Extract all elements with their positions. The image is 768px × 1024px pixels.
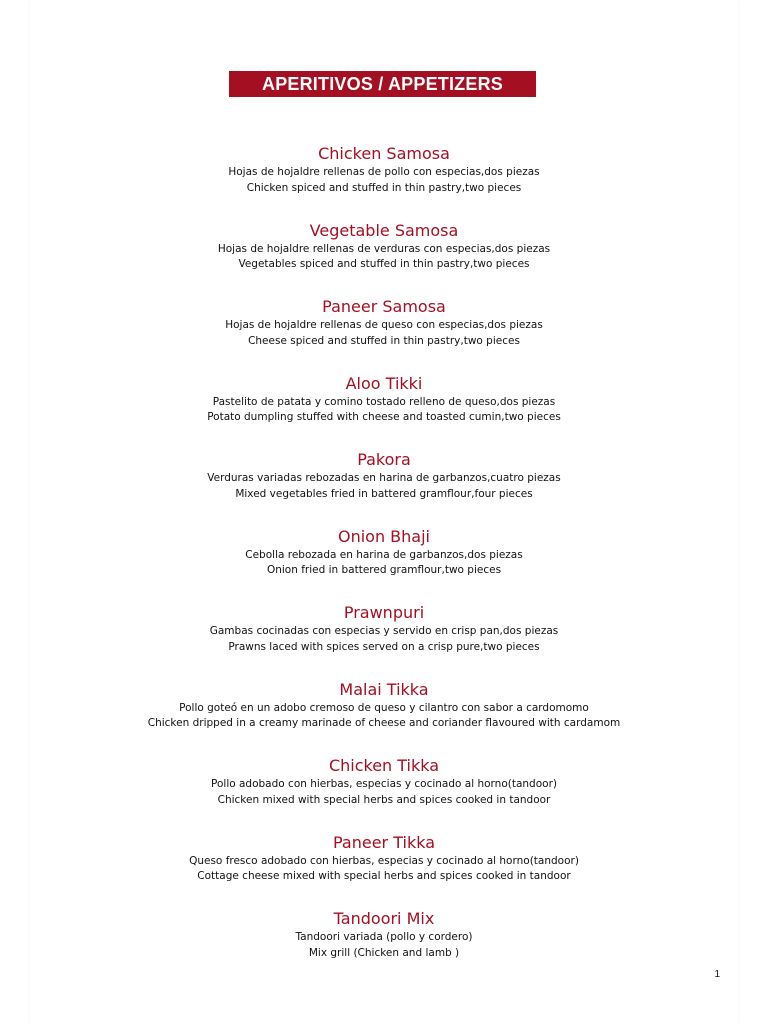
item-desc-es: Hojas de hojaldre rellenas de pollo con especias,dos piezas bbox=[228, 166, 540, 178]
item-desc-en: Onion fried in battered gramflour,two pieces bbox=[266, 564, 502, 576]
menu-item-paneer-samosa bbox=[0, 296, 768, 349]
menu-item-onion-bhaji bbox=[0, 526, 768, 579]
item-desc-en: Vegetables spiced and stuffed in thin pastry,two pieces bbox=[238, 258, 530, 270]
item-name: Onion Bhaji bbox=[337, 526, 430, 546]
item-name: Pakora bbox=[357, 450, 411, 469]
item-desc-en: Mixed vegetables fried in battered gramflour,four pieces bbox=[235, 487, 533, 500]
menu-item-prawnpuri bbox=[0, 602, 768, 655]
item-name: Chicken Samosa bbox=[318, 144, 450, 163]
menu-item-malai-tikka bbox=[0, 679, 768, 732]
item-name: Aloo Tikki bbox=[345, 373, 423, 393]
item-desc-en: Prawns laced with spices served on a crisp pure,two pieces bbox=[228, 640, 540, 653]
item-desc-en: Chicken mixed with special herbs and spices cooked in tandoor bbox=[217, 793, 551, 806]
item-desc-en: Cottage cheese mixed with special herbs and spices cooked in tandoor bbox=[197, 870, 571, 882]
menu-item-chicken-samosa bbox=[0, 143, 768, 196]
item-desc-es: Hojas de hojaldre rellenas de queso con especias,dos piezas bbox=[225, 319, 543, 331]
item-desc-en: Mix grill (Chicken and lamb ) bbox=[308, 946, 460, 959]
item-name: Paneer Samosa bbox=[322, 297, 446, 316]
item-desc-es: Pollo goteó en un adobo cremoso de queso y cilantro con sabor a cardomomo bbox=[179, 701, 589, 714]
item-desc-en: Chicken spiced and stuffed in thin pastry,two pieces bbox=[246, 181, 522, 194]
item-desc-es: Queso fresco adobado con hierbas, especias y cocinado al horno(tandoor) bbox=[189, 854, 579, 867]
item-name: Vegetable Samosa bbox=[309, 220, 459, 240]
item-name: Chicken Tikka bbox=[328, 756, 440, 775]
menu-item-paneer-tikka bbox=[0, 832, 768, 885]
item-desc-es: Pollo adobado con hierbas, especias y cocinado al horno(tandoor) bbox=[211, 778, 557, 790]
menu-item-chicken-tikka bbox=[0, 755, 768, 808]
item-name: Paneer Tikka bbox=[332, 832, 435, 852]
item-desc-es: Gambas cocinadas con especias y servido en crisp pan,dos piezas bbox=[209, 625, 559, 637]
menu-item-vegetable-samosa bbox=[0, 220, 768, 273]
item-name: Prawnpuri bbox=[343, 603, 425, 622]
item-desc-en: Potato dumpling stuffed with cheese and toasted cumin,two pieces bbox=[207, 411, 561, 423]
item-desc-es: Pastelito de patata y comino tostado relleno de queso,dos piezas bbox=[212, 395, 556, 408]
item-desc-en: Chicken dripped in a creamy marinade of cheese and coriander flavoured with cardamom bbox=[147, 717, 621, 729]
menu-item-aloo-tikki bbox=[0, 373, 768, 426]
menu-item-pakora bbox=[0, 449, 768, 502]
item-name: Malai Tikka bbox=[339, 679, 429, 699]
item-desc-es: Cebolla rebozada en harina de garbanzos,dos piezas bbox=[245, 548, 523, 561]
item-desc-es: Hojas de hojaldre rellenas de verduras con especias,dos piezas bbox=[217, 242, 551, 255]
section-header bbox=[229, 71, 536, 97]
item-name: Tandoori Mix bbox=[333, 909, 435, 928]
item-desc-en: Cheese spiced and stuffed in thin pastry,two pieces bbox=[248, 334, 520, 347]
menu-item-tandoori-mix bbox=[0, 908, 768, 961]
item-desc-es: Verduras variadas rebozadas en harina de garbanzos,cuatro piezas bbox=[207, 472, 561, 484]
section-title: APERITIVOS / APPETIZERS bbox=[262, 73, 503, 94]
item-desc-es: Tandoori variada (pollo y cordero) bbox=[295, 931, 473, 943]
page-number: 1 bbox=[714, 969, 720, 980]
